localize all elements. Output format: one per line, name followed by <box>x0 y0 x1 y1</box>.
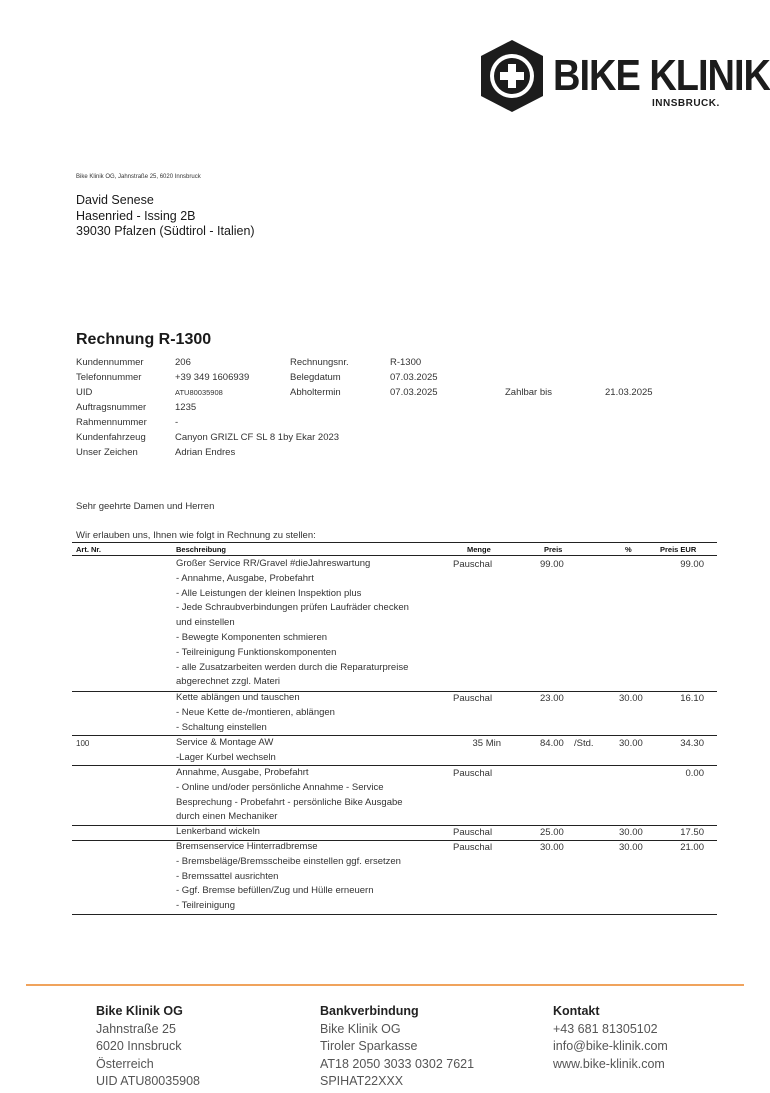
row-pct: 30.00 <box>619 827 643 838</box>
meta-label: Kundennummer <box>76 357 144 368</box>
desc-line: Großer Service RR/Gravel #dieJahreswartung <box>176 558 371 569</box>
meta-label: Belegdatum <box>290 372 341 383</box>
meta-value: 206 <box>175 357 191 368</box>
table-bottom-rule <box>72 914 717 915</box>
table-header-rule <box>72 555 717 556</box>
row-total: 17.50 <box>680 827 704 838</box>
recipient-street: Hasenried - Issing 2B <box>76 208 196 223</box>
desc-line: - Bremssattel ausrichten <box>176 870 279 882</box>
desc-line: abgerechnet zzgl. Materi <box>176 676 281 688</box>
meta-value: - <box>175 417 179 428</box>
row-total: 16.10 <box>680 693 704 704</box>
meta-label: Rechnungsnr. <box>290 357 349 368</box>
row-price: 25.00 <box>540 827 564 838</box>
desc-line: - Online und/oder persönliche Annahme - Service <box>176 781 384 793</box>
meta-label: Auftragsnummer <box>76 402 147 413</box>
meta-label: Rahmennummer <box>76 417 147 428</box>
footer-email-link[interactable]: info@bike-klinik.com <box>553 1039 668 1054</box>
desc-line: - alle Zusatzarbeiten werden durch die Reparaturpreise <box>176 661 409 673</box>
footer-line: Bike Klinik OG <box>320 1021 401 1036</box>
desc-line: Annahme, Ausgabe, Probefahrt <box>176 767 309 778</box>
row-qty: Pauschal <box>453 693 493 704</box>
footer-line: AT18 2050 3033 0302 7621 <box>320 1056 475 1071</box>
footer-line: Jahnstraße 25 <box>96 1021 176 1036</box>
due-value: 21.03.2025 <box>605 387 653 398</box>
footer-line: UID ATU80035908 <box>96 1074 200 1089</box>
footer-bank <box>320 1003 474 1091</box>
row-qty: 35 Min <box>472 738 501 749</box>
desc-line: Kette ablängen und tauschen <box>176 692 300 703</box>
desc-line: -Lager Kurbel wechseln <box>176 751 276 763</box>
meta-label: Abholtermin <box>290 387 341 398</box>
row-description <box>176 840 401 914</box>
row-pct: 30.00 <box>619 693 643 704</box>
footer-website-link[interactable]: www.bike-klinik.com <box>553 1056 665 1071</box>
meta-value: ATU80035908 <box>175 388 223 397</box>
row-total: 99.00 <box>680 559 704 570</box>
row-qty: Pauschal <box>453 559 493 570</box>
desc-line: - Annahme, Ausgabe, Probefahrt <box>176 572 314 584</box>
footer-line: SPIHAT22XXX <box>320 1074 404 1089</box>
invoice-title: Rechnung R-1300 <box>76 331 212 348</box>
footer-contact-title: Kontakt <box>553 1004 600 1018</box>
row-divider <box>72 735 717 736</box>
recipient-city: 39030 Pfalzen (Südtirol - Italien) <box>76 224 255 238</box>
medical-cross-logo-icon <box>477 38 547 114</box>
recipient-name: David Senese <box>76 193 154 207</box>
meta-label: Kundenfahrzeug <box>76 432 146 443</box>
footer-line: Österreich <box>96 1056 154 1071</box>
due-label: Zahlbar bis <box>505 387 552 398</box>
intro-text: Wir erlauben uns, Ihnen wie folgt in Rechnung zu stellen: <box>76 530 316 541</box>
col-header-total: Preis EUR <box>660 545 697 554</box>
row-description <box>176 557 409 690</box>
desc-line: - Bremsbeläge/Bremsscheibe einstellen ggf. ersetzen <box>176 855 401 867</box>
desc-line: Lenkerband wickeln <box>176 826 260 837</box>
footer-company-title: Bike Klinik OG <box>96 1004 183 1018</box>
meta-value: +39 349 1606939 <box>175 372 250 383</box>
row-price: 99.00 <box>540 559 564 570</box>
meta-value: 07.03.2025 <box>390 387 438 398</box>
col-header-art: Art. Nr. <box>76 545 102 554</box>
row-qty: Pauschal <box>453 827 493 838</box>
meta-label: UID <box>76 387 93 398</box>
meta-value: 07.03.2025 <box>390 372 438 383</box>
meta-label: Unser Zeichen <box>76 447 138 458</box>
desc-line: - Alle Leistungen der kleinen Inspektion plus <box>176 587 362 599</box>
footer-bank-title: Bankverbindung <box>320 1004 419 1018</box>
logo-city: INNSBRUCK. <box>652 98 720 109</box>
table-top-rule <box>72 542 717 543</box>
row-pct: 30.00 <box>619 738 643 749</box>
desc-line: durch einen Mechaniker <box>176 811 278 823</box>
footer-contact <box>553 1003 668 1073</box>
row-total: 0.00 <box>685 768 704 779</box>
footer-line: Tiroler Sparkasse <box>320 1039 418 1054</box>
row-divider <box>72 691 717 692</box>
row-unit: /Std. <box>574 738 594 749</box>
row-qty: Pauschal <box>453 842 493 853</box>
col-header-price: Preis <box>544 545 563 554</box>
row-pct: 30.00 <box>619 842 643 853</box>
row-price: 23.00 <box>540 693 564 704</box>
row-description <box>176 766 403 825</box>
col-header-pct: % <box>625 545 632 554</box>
desc-line: - Neue Kette de-/montieren, ablängen <box>176 706 335 718</box>
desc-line: - Teilreinigung Funktionskomponenten <box>176 646 337 658</box>
row-description <box>176 825 260 840</box>
meta-value: R-1300 <box>390 357 422 368</box>
row-price: 30.00 <box>540 842 564 853</box>
meta-value: Canyon GRIZL CF SL 8 1by Ekar 2023 <box>175 432 340 443</box>
sender-line: Bike Klinik OG, Jahnstraße 25, 6020 Innsbruck <box>76 174 201 180</box>
row-divider <box>72 825 717 826</box>
desc-line: - Ggf. Bremse befüllen/Zug und Hülle erneuern <box>176 885 374 897</box>
row-total: 34.30 <box>680 738 704 749</box>
recipient-address <box>76 193 255 240</box>
meta-value: 1235 <box>175 402 197 413</box>
meta-value: Adrian Endres <box>175 447 236 458</box>
footer-company <box>96 1003 200 1091</box>
desc-line: und einstellen <box>176 617 235 629</box>
greeting: Sehr geehrte Damen und Herren <box>76 501 215 512</box>
row-total: 21.00 <box>680 842 704 853</box>
desc-line: Service & Montage AW <box>176 737 274 748</box>
desc-line: - Teilreinigung <box>176 900 235 912</box>
col-header-desc: Beschreibung <box>176 545 227 554</box>
desc-line: Besprechung - Probefahrt - persönliche Bike Ausgabe <box>176 796 403 808</box>
col-header-qty: Menge <box>467 545 491 554</box>
desc-line: - Bewegte Komponenten schmieren <box>176 631 328 643</box>
row-art: 100 <box>76 739 90 748</box>
desc-line: - Schaltung einstellen <box>176 721 267 733</box>
row-qty: Pauschal <box>453 768 493 779</box>
desc-line: Bremsenservice Hinterradbremse <box>176 841 318 852</box>
row-description <box>176 691 335 735</box>
logo-wordmark: BIKE KLINIK <box>553 52 770 101</box>
footer-phone[interactable]: +43 681 81305102 <box>553 1021 658 1036</box>
meta-label: Telefonnummer <box>76 372 142 383</box>
footer-line: 6020 Innsbruck <box>96 1039 182 1054</box>
footer-divider <box>26 984 744 986</box>
row-description <box>176 736 276 766</box>
row-price: 84.00 <box>540 738 564 749</box>
desc-line: - Jede Schraubverbindungen prüfen Laufräder checken <box>176 602 409 614</box>
